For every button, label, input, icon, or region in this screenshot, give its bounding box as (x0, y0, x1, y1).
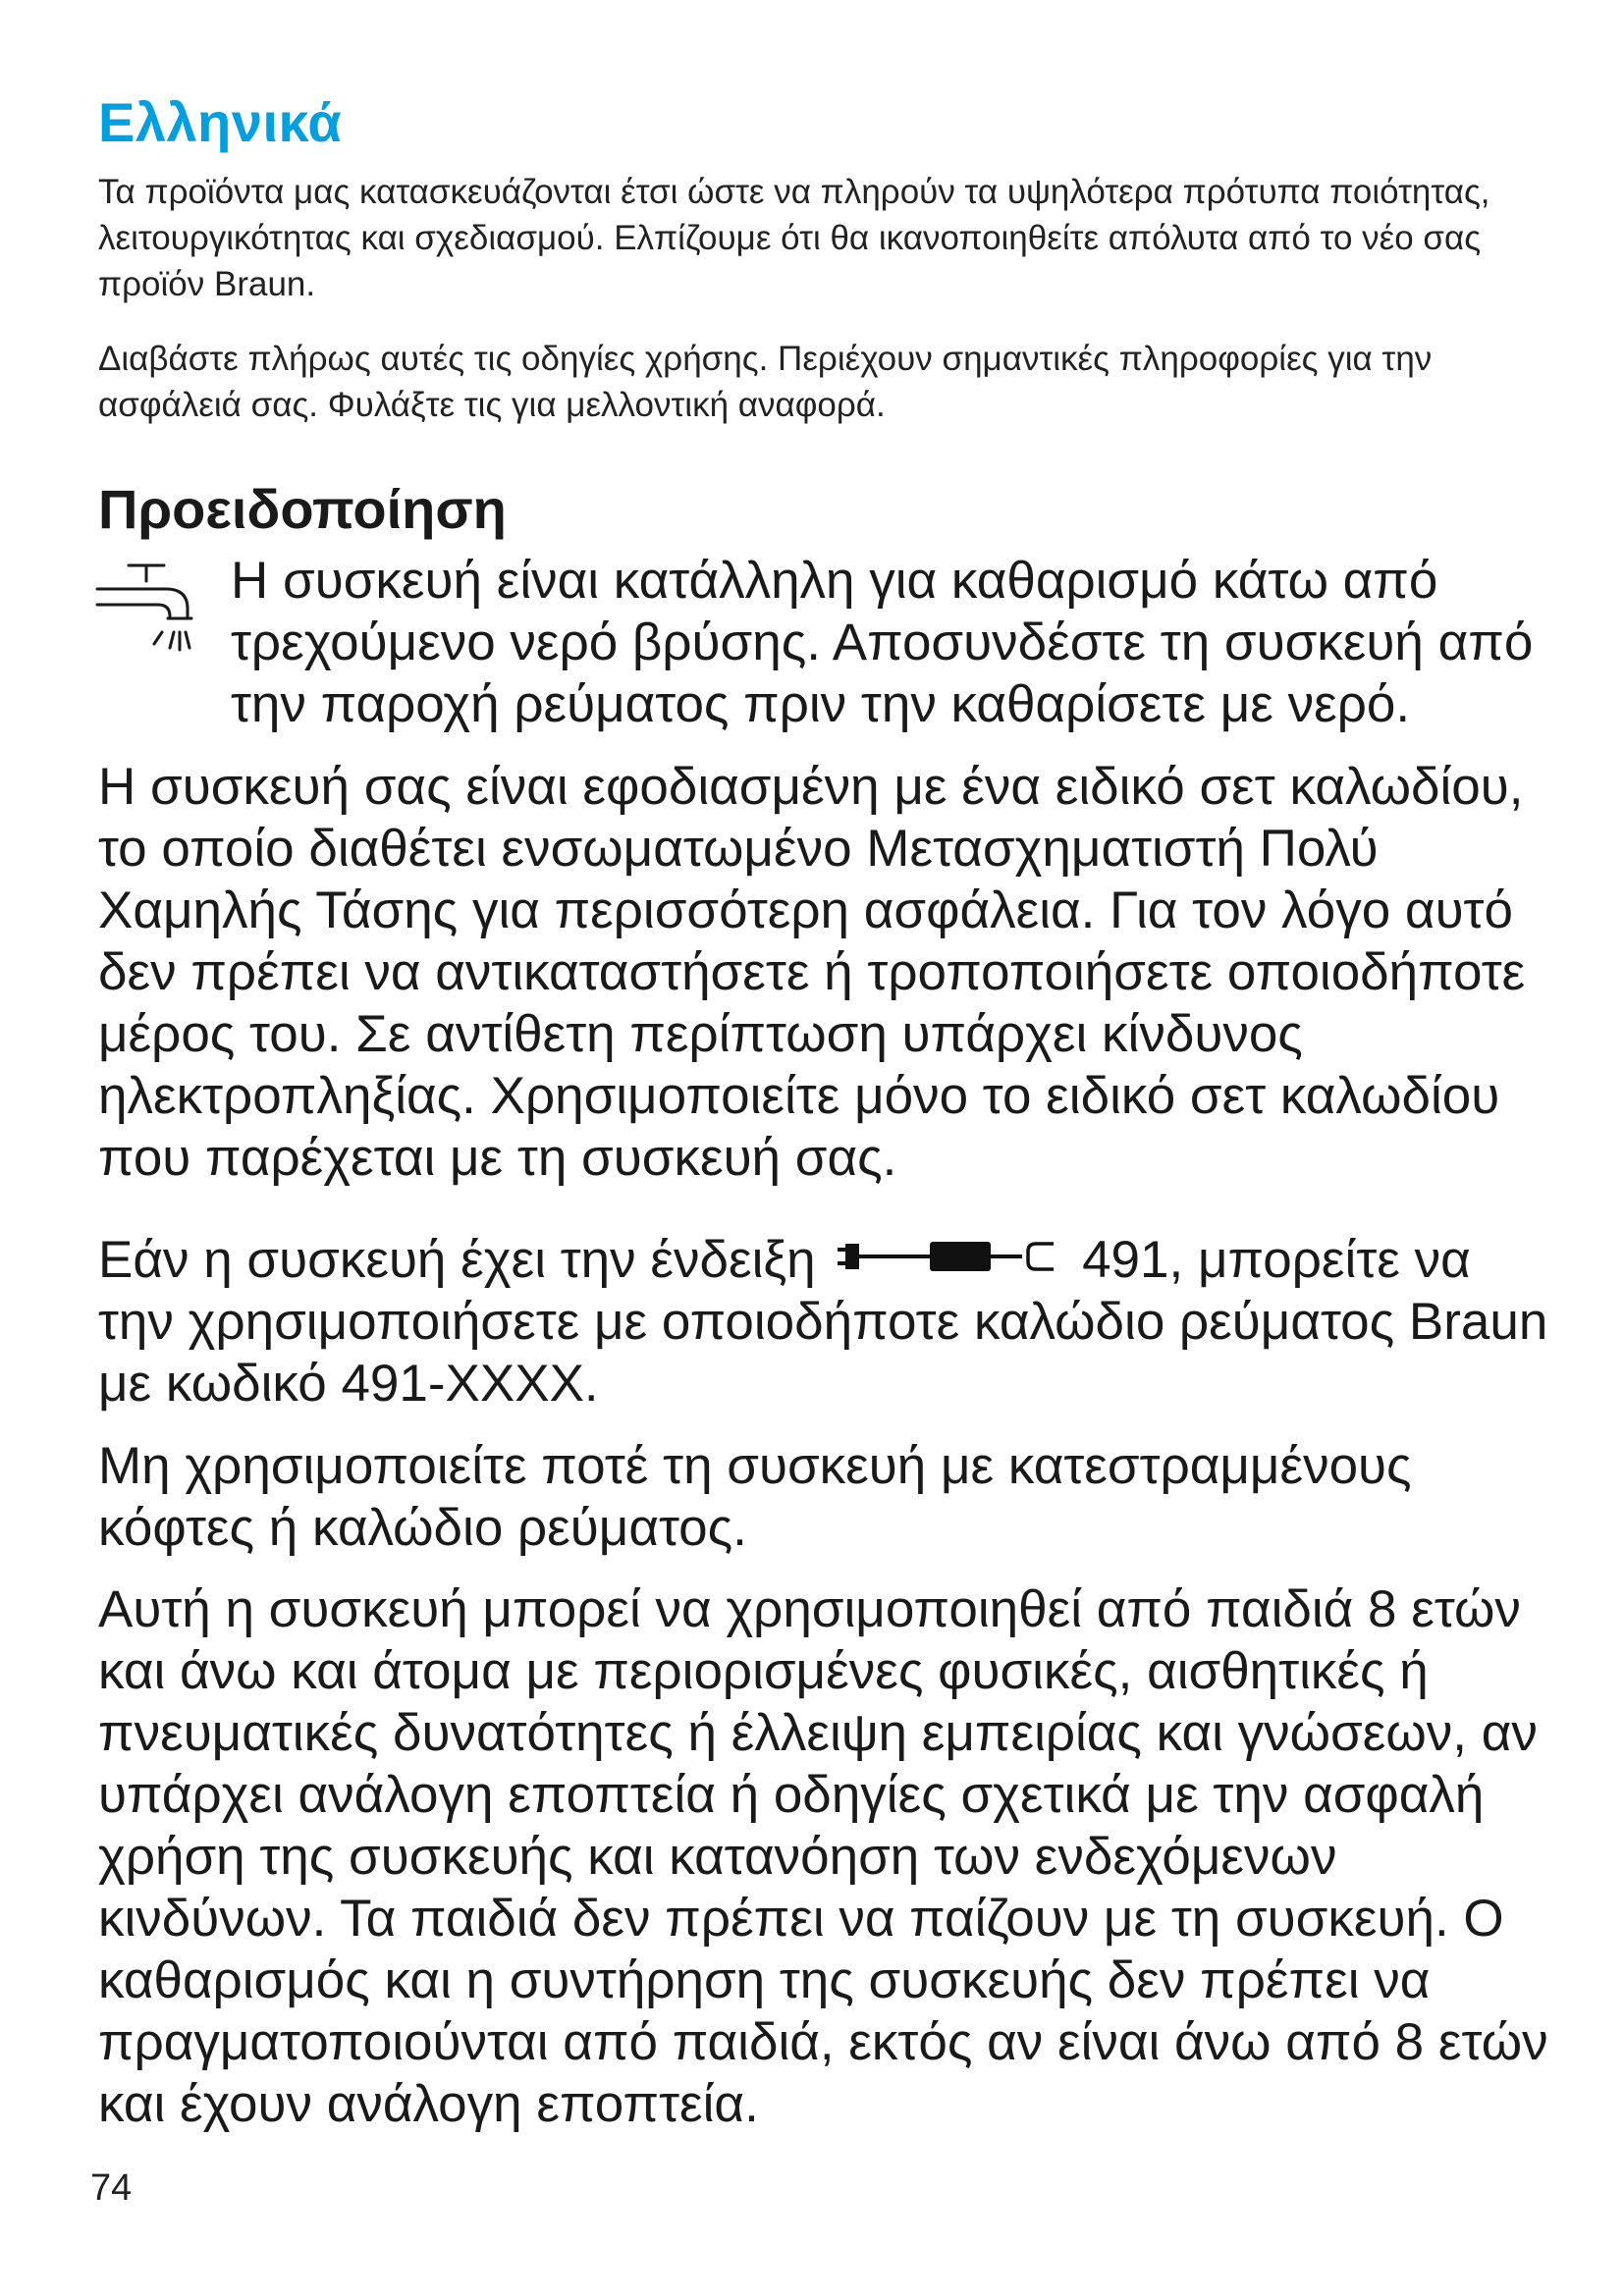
warning-block (93, 550, 1546, 746)
water-tap-icon (93, 558, 226, 666)
body-paragraph: Η συσκευή σας είναι εφοδιασμένη με ένα ειδικό σετ καλωδίου, το οποίο διαθέτει ενσωματωμένο Μετασχηματιστή Πολύ Χαμηλής Τάσης για περισσότερη ασφάλεια. Για τον λόγο αυτό δεν πρέπει να αντικαταστήσετε ή τροποποιήσετε οποιοδήποτε μέρος του. Σε αντίθετη περίπτωση υπάρχει κίνδυνος ηλεκτροπληξίας. Χρησιμοποιείτε μόνο το ειδικό σετ καλωδίου που παρέχεται με τη συσκευή σας. (98, 758, 1526, 1187)
cord-sentence-end: 491, μπορείτε να την χρησιμοποιήσετε με οποιοδήποτε καλώδιο ρεύματος Braun με κωδικό 491-XXXX. (98, 1231, 1548, 1413)
power-cord-icon (836, 1236, 1061, 1279)
cord-sentence-start: Εάν η συσκευή έχει την ένδειξη (98, 1231, 816, 1289)
language-title: Ελληνικά (98, 91, 343, 153)
body-paragraph: Μη χρησιμοποιείτε ποτέ τη συσκευή με κατεστραμμένους κόφτες ή καλώδιο ρεύματος. (98, 1437, 1412, 1557)
page-number: 74 (90, 2167, 133, 2209)
body-paragraph-cord (98, 1229, 1551, 1415)
warning-heading: Προειδοποίηση (98, 478, 507, 540)
body-paragraph: Αυτή η συσκευή μπορεί να χρησιμοποιηθεί από παιδιά 8 ετών και άνω και άτομα με περιορισμένες φυσικές, αισθητικές ή πνευματικές δυνατότητες ή έλλειψη εμπειρίας και γνώσεων, αν υπάρχει ανάλογη εποπτεία ή οδηγίες σχετικά με την ασφαλή χρήση της συσκευής και κατανόηση των ενδεχόμενων κινδύνων. Τα παιδιά δεν πρέπει να παίζουν με τη συσκευή. Ο καθαρισμός και η συντήρηση της συσκευής δεν πρέπει να πραγματοποιούνται από παιδιά, εκτός αν είναι άνω από 8 ετών και έχουν ανάλογη εποπτεία. (98, 1580, 1548, 2133)
intro-paragraph: Διαβάστε πλήρως αυτές τις οδηγίες χρήσης. Περιέχουν σημαντικές πληροφορίες για την ασφάλειά σας. Φυλάξτε τις για μελλοντική αναφορά. (98, 340, 1433, 424)
intro-paragraph: Τα προϊόντα μας κατασκευάζονται έτσι ώστε να πληρούν τα υψηλότερα πρότυπα ποιότητας, λειτουργικότητας και σχεδιασμού. Ελπίζουμε ότι θα ικανοποιηθείτε απόλυτα από το νέο σας προϊόν Braun. (98, 173, 1490, 303)
warning-text: Η συσκευή είναι κατάλληλη για καθαρισμό κάτω από τρεχούμενο νερό βρύσης. Αποσυνδέστε τη συσκευή από την παροχή ρεύματος πριν την καθαρίσετε με νερό. (231, 552, 1534, 733)
